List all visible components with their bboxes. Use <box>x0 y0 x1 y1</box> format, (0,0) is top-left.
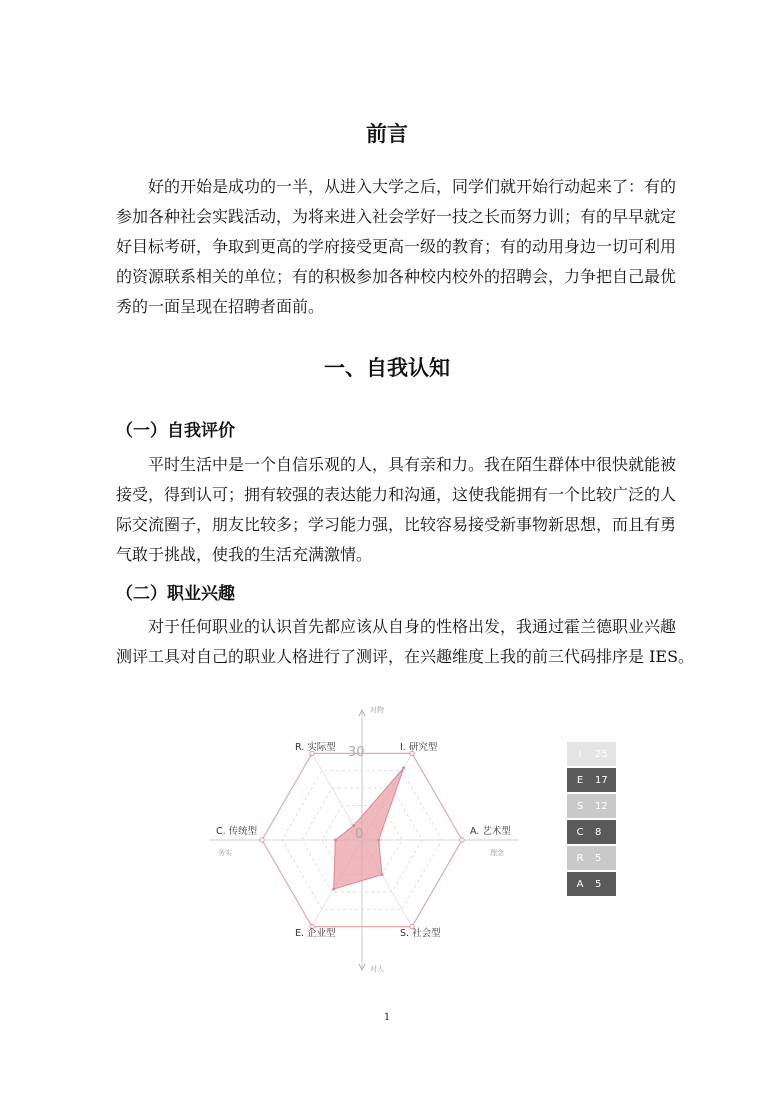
axis-label: E. 企业型 <box>295 928 336 939</box>
text-line: 测评工具对自己的职业人格进行了测评，在兴趣维度上我的前三代码排序是 IES。 <box>116 647 695 666</box>
score-value: 25 <box>595 748 608 760</box>
score-row <box>567 742 616 766</box>
score-code: S <box>576 800 584 812</box>
score-code: E <box>576 774 584 786</box>
score-value: 12 <box>595 800 608 812</box>
text-line: 好目标考研，争取到更高的学府接受更高一级的教育；有的动用身边一切可利用 <box>116 237 677 256</box>
radar-chart-svg <box>200 700 530 980</box>
score-value: 5 <box>595 852 602 864</box>
data-point <box>377 839 380 842</box>
text-line: 秀的一面呈现在招聘者面前。 <box>116 297 325 316</box>
axis-label: R. 实际型 <box>295 742 336 753</box>
text-line: 际交流圈子，朋友比较多；学习能力强，比较容易接受新事物新思想，而且有勇 <box>116 515 677 534</box>
score-code: C <box>576 826 584 838</box>
preface-title: 前言 <box>366 121 408 146</box>
direction-label-right: 理念 <box>490 849 504 857</box>
scale-label-max: 30 <box>348 745 365 760</box>
score-value: 5 <box>595 878 602 890</box>
self-evaluation-paragraph <box>116 450 677 570</box>
data-point <box>381 873 384 876</box>
text-line: 好的开始是成功的一半，从进入大学之后，同学们就开始行动起来了：有的 <box>148 177 677 196</box>
text-line: 平时生活中是一个自信乐观的人，具有亲和力。我在陌生群体中很快就能被 <box>148 455 677 474</box>
career-interest-paragraph <box>116 612 695 672</box>
subheading-self-evaluation: （一）自我评价 <box>116 421 235 441</box>
score-row <box>567 794 616 818</box>
score-table <box>567 742 616 898</box>
text-line: 接受，得到认可；拥有较强的表达能力和沟通，这使我能拥有一个比较广泛的人 <box>116 485 677 504</box>
text-line: 的资源联系相关的单位；有的积极参加各种校内校外的招聘会，力争把自己最优 <box>116 267 677 286</box>
score-row <box>567 872 616 896</box>
direction-label-left: 务实 <box>218 849 232 857</box>
axis-label: I. 研究型 <box>400 742 438 753</box>
preface-paragraph <box>116 172 677 322</box>
score-value: 17 <box>595 774 608 786</box>
data-area <box>334 768 404 889</box>
data-point <box>334 839 337 842</box>
text-line: 参加各种社会实践活动，为将来进入社会学好一技之长而努力训；有的早早就定 <box>116 207 677 226</box>
score-code: I <box>578 748 582 760</box>
scale-label-min: 0 <box>355 827 364 842</box>
subheading-career-interest: （二）职业兴趣 <box>116 584 235 604</box>
score-code: A <box>576 878 584 890</box>
score-row <box>567 846 616 870</box>
page-number: 1 <box>383 1012 391 1023</box>
score-value: 8 <box>595 826 602 838</box>
text-line: 气敢于挑战，使我的生活充满激情。 <box>116 545 373 564</box>
axis-label: A. 艺术型 <box>470 826 511 837</box>
direction-label-top: 对物 <box>370 706 384 714</box>
score-row <box>567 768 616 792</box>
direction-label-bottom: 对人 <box>370 965 384 973</box>
score-row <box>567 820 616 844</box>
data-point <box>332 888 335 891</box>
axis-vertex-marker <box>260 838 264 842</box>
text-line: 对于任何职业的认识首先都应该从自身的性格出发，我通过霍兰德职业兴趣 <box>148 617 677 636</box>
data-point <box>402 766 405 769</box>
holland-radar-chart <box>200 700 530 980</box>
axis-label: C. 传统型 <box>216 826 258 837</box>
axis-label: S. 社会型 <box>400 928 441 939</box>
axis-vertex-marker <box>460 838 464 842</box>
section-title-self-awareness: 一、自我认知 <box>324 355 450 380</box>
score-code: R <box>576 852 584 864</box>
